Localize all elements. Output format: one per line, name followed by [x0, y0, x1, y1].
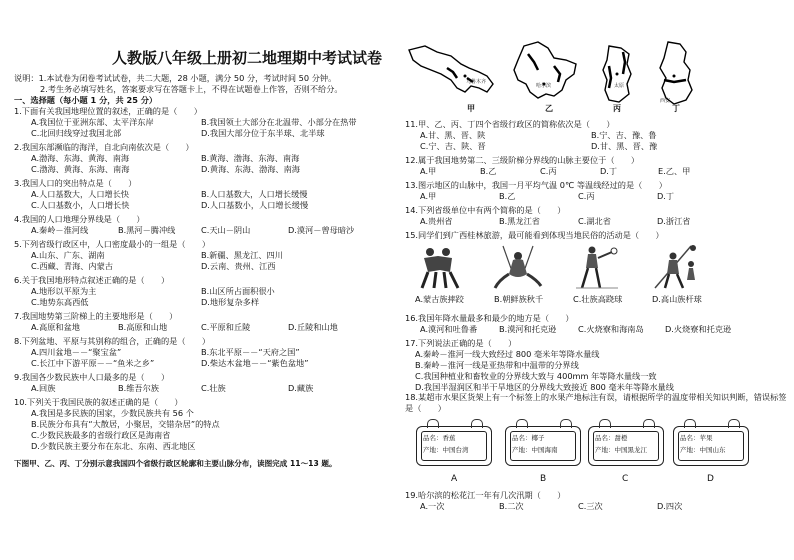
question-14: 14.下列省级单位中有两个简称的是（ ） [405, 205, 566, 215]
question-4: 4.我国的人口地理分界线是（ ） [14, 214, 145, 224]
q12-option-e: E.乙、甲 [658, 166, 691, 176]
q10-option-c: C.少数民族最多的省级行政区是海南省 [31, 430, 171, 440]
map-tiny-label-3: 太原 [614, 83, 625, 89]
map-shanxi [597, 44, 637, 104]
q16-option-d: D.火烧寮和托克逊 [665, 324, 732, 334]
q5-option-b: B.新疆、黑龙江、四川 [201, 250, 283, 260]
instructions-line-1: 说明：1.本试卷为闭卷考试试卷，共二大题，28 小题，满分 50 分，考试时间 50 分钟。 [14, 73, 337, 83]
card-c-origin: 产地：中国黑龙江 [595, 446, 647, 454]
q1-option-c: C.北回归线穿过我国北部 [31, 128, 122, 138]
q15-option-d: D.高山族杆球 [652, 294, 702, 304]
map-label-jia: 甲 [467, 104, 475, 113]
question-16: 16.我国年降水量最多和最少的地方是（ ） [405, 313, 574, 323]
q4-option-a: A.秦岭－淮河线 [31, 225, 89, 235]
q13-option-c: C.丙 [578, 191, 595, 201]
q11-option-b: B.宁、吉、豫、鲁 [591, 130, 657, 140]
page-title: 人教版八年级上册初二地理期中考试试卷 [112, 49, 383, 67]
q16-option-c: C.火烧寮和海南岛 [578, 324, 644, 334]
card-d-origin: 产地：中国山东 [680, 446, 726, 454]
question-5: 5.下列省级行政区中，人口密度最小的一组是（ ） [14, 239, 211, 249]
q7-option-b: B.高原和山地 [118, 322, 168, 332]
map-shaanxi [652, 40, 698, 106]
question-13: 13.图示地区的山脉中，我国一月平均气温 0℃ 等温线经过的是（ ） [405, 180, 667, 190]
question-1: 1.下面有关我国地理位置的叙述，正确的是（ ） [14, 106, 202, 116]
q2-option-b: B.黄海、渤海、东海、南海 [201, 153, 300, 163]
q11-option-a: A.甘、黑、晋、陕 [420, 130, 486, 140]
q10-option-b: B.民族分布具有“大散居，小聚居，交错杂居”的特点 [31, 419, 220, 429]
q3-option-c: C.人口基数小，人口增长快 [31, 200, 130, 210]
q7-option-a: A.高原和盆地 [31, 322, 80, 332]
q3-option-d: D.人口基数小，人口增长缓慢 [201, 200, 309, 210]
q8-option-a: A.四川盆地－－“聚宝盆” [31, 347, 122, 357]
stilts-ball-illustration [568, 244, 626, 290]
question-10: 10.下列关于我国民族的叙述正确的是（ ） [14, 397, 183, 407]
map-heilongjiang [508, 40, 580, 102]
q9-option-d: D.藏族 [288, 383, 314, 393]
q11-option-d: D.甘、黑、晋、豫 [591, 141, 658, 151]
card-b-letter: B [540, 474, 547, 484]
q17-option-d: D.我国半湿润区和半干旱地区的分界线大致接近 800 毫米年等降水量线 [415, 382, 674, 392]
label-card-c [588, 426, 664, 466]
card-a-origin: 产地：中国台湾 [423, 446, 469, 454]
map-label-yi: 乙 [545, 104, 553, 113]
map-instruction: 下图甲、乙、丙、丁分别示意我国四个省级行政区轮廓和主要山脉分布，读图完成 11～13 题。 [14, 459, 337, 468]
card-a-name: 品名：香蕉 [423, 434, 456, 442]
question-2: 2.我国东部濒临的海洋，自北向南依次是（ ） [14, 142, 194, 152]
q19-option-a: A.一次 [420, 501, 445, 511]
map-tiny-label-1: 乌鲁木齐 [466, 79, 487, 85]
q7-option-d: D.丘陵和山地 [288, 322, 338, 332]
question-9: 9.我国各少数民族中人口最多的是（ ） [14, 372, 170, 382]
label-card-a [416, 426, 492, 466]
q14-option-c: C.湖北省 [578, 216, 611, 226]
map-label-bing: 丙 [613, 104, 621, 113]
q10-option-d: D.少数民族主要分布在东北、东南、西北地区 [31, 441, 196, 451]
card-d-name: 品名：苹果 [680, 434, 713, 442]
q13-option-b: B.乙 [499, 191, 516, 201]
q9-option-a: A.回族 [31, 383, 56, 393]
q19-option-b: B.二次 [499, 501, 524, 511]
q12-option-b: B.乙 [480, 166, 497, 176]
question-18: 18.某超市水果区货架上有一个标签上的水果产地标注有误，请根据所学的温度带相关知识判断，错误标签是（ ） [405, 392, 787, 413]
instructions-line-2: 2.考生务必填写姓名，答案要求写在答题卡上，不得在试题卷上作答，否则不给分。 [40, 84, 343, 94]
card-b-origin: 产地：中国海南 [512, 446, 558, 454]
q8-option-d: D.柴达木盆地－－“紫色盆地” [201, 358, 309, 368]
q16-option-b: B.漠河和托克逊 [499, 324, 557, 334]
q14-option-a: A.贵州省 [420, 216, 453, 226]
q9-option-b: B.维吾尔族 [118, 383, 159, 393]
question-3: 3.我国人口的突出特点是（ ） [14, 178, 137, 188]
q1-option-b: B.我国领土大部分在北温带、小部分在热带 [201, 117, 357, 127]
q2-option-c: C.渤海、黄海、东海、南海 [31, 164, 130, 174]
q5-option-a: A.山东、广东、湖南 [31, 250, 105, 260]
q10-option-a: A.我国是多民族的国家，少数民族共有 56 个 [31, 408, 194, 418]
q4-option-c: C.天山－阴山 [201, 225, 251, 235]
q11-option-c: C.宁、吉、陕、晋 [420, 141, 486, 151]
card-a-letter: A [451, 474, 458, 484]
wrestling-illustration [410, 244, 468, 290]
card-c-letter: C [622, 474, 629, 484]
q12-option-a: A.甲 [420, 166, 437, 176]
q15-option-a: A.蒙古族摔跤 [415, 294, 464, 304]
q12-option-c: C.丙 [540, 166, 557, 176]
question-15: 15.同学们到广西桂林旅游，最可能看到体现当地民俗的活动是（ ） [405, 230, 664, 240]
card-c-name: 品名：甜橙 [595, 434, 628, 442]
map-tiny-label-4: 西安 [660, 98, 671, 104]
q14-option-d: D.浙江省 [657, 216, 691, 226]
q17-option-c: C.我国种植业和畜牧业的分界线大致与 400mm 年等降水量线一致 [415, 371, 657, 381]
q17-option-a: A.秦岭－淮河一线大致经过 800 毫米年等降水量线 [415, 349, 600, 359]
q8-option-b: B.东北平原－－“天府之国” [201, 347, 300, 357]
question-8: 8.下列盆地、平原与其别称的组合，正确的是（ ） [14, 336, 211, 346]
q8-option-c: C.长江中下游平原－－“鱼米之乡” [31, 358, 155, 368]
q16-option-a: A.漠河和吐鲁番 [420, 324, 478, 334]
q4-option-d: D.漠河－曾母暗沙 [288, 225, 355, 235]
map-tiny-label-2: 哈尔滨 [536, 83, 552, 89]
q7-option-c: C.平原和丘陵 [201, 322, 251, 332]
question-19: 19.哈尔滨的松花江一年有几次汛期（ ） [405, 490, 566, 500]
q3-option-a: A.人口基数大，人口增长快 [31, 189, 130, 199]
q19-option-d: D.四次 [657, 501, 683, 511]
q1-option-a: A.我国位于亚洲东部、太平洋东岸 [31, 117, 154, 127]
map-gansu [407, 42, 499, 100]
q5-option-c: C.西藏、青海、内蒙古 [31, 261, 114, 271]
label-card-b [505, 426, 581, 466]
question-11: 11.甲、乙、丙、丁四个省级行政区的简称依次是（ ） [405, 119, 615, 129]
q6-option-d: D.地形复杂多样 [201, 297, 260, 307]
q19-option-c: C.三次 [578, 501, 603, 511]
q17-option-b: B.秦岭－淮河一线是亚热带和中温带的分界线 [415, 360, 579, 370]
q14-option-b: B.黑龙江省 [499, 216, 540, 226]
question-17: 17.下列说法正确的是（ ） [405, 338, 517, 348]
q6-option-c: C.地势东高西低 [31, 297, 89, 307]
map-label-ding: 丁 [672, 104, 680, 113]
label-card-d [673, 426, 749, 466]
q15-option-b: B.朝鲜族秋千 [494, 294, 544, 304]
question-7: 7.我国地势第三阶梯上的主要地形是（ ） [14, 311, 178, 321]
q2-option-d: D.黄海、东海、渤海、南海 [201, 164, 300, 174]
q3-option-b: B.人口基数大，人口增长缓慢 [201, 189, 308, 199]
q4-option-b: B.黑河－腾冲线 [118, 225, 176, 235]
question-12: 12.属于我国地势第二、三级阶梯分界线的山脉主要位于（ ） [405, 155, 640, 165]
q13-option-d: D.丁 [657, 191, 675, 201]
card-d-letter: D [707, 474, 714, 484]
q2-option-a: A.渤海、东海、黄海、南海 [31, 153, 130, 163]
q1-option-d: D.我国大部分位于东半球、北半球 [201, 128, 325, 138]
pole-ball-illustration [647, 244, 705, 290]
card-b-name: 品名：椰子 [512, 434, 545, 442]
q15-option-c: C.壮族高跷球 [573, 294, 623, 304]
section-heading: 一、选择题（每小题 1 分，共 25 分） [14, 95, 158, 105]
question-6: 6.关于我国地形特点叙述正确的是（ ） [14, 275, 170, 285]
q6-option-a: A.地形以平原为主 [31, 286, 97, 296]
q9-option-c: C.壮族 [201, 383, 226, 393]
q13-option-a: A.甲 [420, 191, 437, 201]
q12-option-d: D.丁 [600, 166, 618, 176]
q5-option-d: D.云南、贵州、江西 [201, 261, 276, 271]
swing-illustration [489, 244, 547, 290]
q6-option-b: B.山区所占面积很小 [201, 286, 275, 296]
